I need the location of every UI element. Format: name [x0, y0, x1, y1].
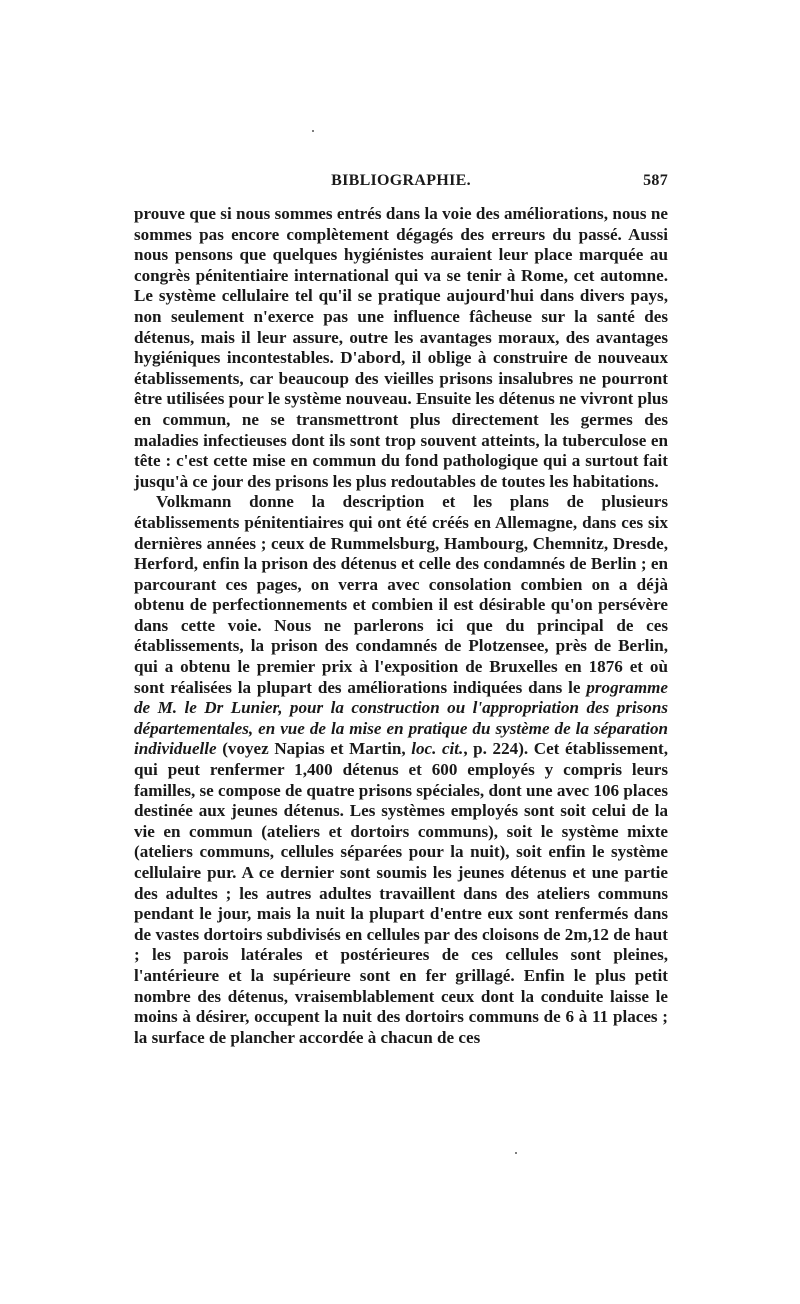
paragraph-continuation: prouve que si nous sommes entrés dans la voie des améliorations, nous ne sommes pas encore complètement dégagés des erreurs du passé. Aussi nous pensons que quelques hygiénistes auraient leur place marquée au congrès pénitentiaire international qui va se tenir à Rome, cet automne. Le système cellulaire tel qu'il se pratique aujourd'hui dans divers pays, non seulement n'exerce pas une influence fâcheuse sur la santé des détenus, mais il leur assure, outre les avantages moraux, des avantages hygiéniques incontestables. D'abord, il oblige à construire de nouveaux établissements, car beaucoup des vieilles prisons insalubres ne pourront être utilisées pour le système nouveau. Ensuite les détenus ne vivront plus en commun, ne se transmettront plus directement les germes des maladies infectieuses dont ils sont trop souvent atteints, la tuberculose en tête : c'est cette mise en commun du fond pathologique qui a surtout fait jusqu'à ce jour des prisons les plus redoutables de toutes les habitations.: [134, 204, 668, 491]
page-speck: [312, 130, 314, 132]
running-header: [134, 168, 668, 196]
italic-reference-programme: programme de M. le Dr Lunier, pour la construction ou l'appropriation des prisons départementales, en vue de la mise en pratique du système de la séparation individuelle: [134, 677, 668, 759]
page-speck: [515, 1152, 517, 1154]
paragraph-text: (voyez Napias et Martin,: [216, 739, 412, 759]
paragraph-text: Volkmann donne la description et les plans de plusieurs établissements pénitentiaires qui ont été créés en Allemagne, dans ces six dernières années ; ceux de Rummelsburg, Hambourg, Chemnitz, Dresde, Herford, enfin la prison des détenus et celle des condamnés de Berlin ; en parcourant ces pages, on verra avec consolation combien on a déjà obtenu de perfectionnements et combien il est désirable qu'on persévère dans cette voie. Nous ne parlerons ici que du principal de ces établissements, la prison des condamnés de Plotzensee, près de Berlin, qui a obtenu le premier prix à l'exposition de Bruxelles en 1876 et où sont réalisées la plupart des améliorations indiquées dans le: [134, 492, 668, 697]
body-text: [134, 204, 668, 1048]
book-page: [134, 168, 668, 1048]
italic-reference-loc-cit: loc. cit.: [411, 739, 464, 759]
running-title: BIBLIOGRAPHIE.: [331, 172, 471, 189]
page-number: 587: [643, 172, 668, 189]
paragraph-text: , p. 224). Cet établissement, qui peut renfermer 1,400 détenus et 600 employés y compris leurs familles, se compose de quatre prisons spéciales, dont une avec 106 places destinée aux jeunes détenus. Les systèmes employés sont soit celui de la vie en commun (ateliers et dortoirs communs), soit le système mixte (ateliers communs, cellules séparées pour la nuit), soit enfin le système cellulaire pur. A ce dernier sont soumis les jeunes détenus et une partie des adultes ; les autres adultes travaillent dans des ateliers communs pendant le jour, mais la nuit la plupart d'entre eux sont renfermés dans de vastes dortoirs subdivisés en cellules par des cloisons de 2m,12 de haut ; les parois latérales et postérieures de ces cellules sont pleines, l'antérieure et la supérieure sont en fer grillagé. Enfin le plus petit nombre des détenus, vraisemblablement ceux dont la conduite laisse le moins à désirer, occupent la nuit des dortoirs communs de 6 à 11 places ; la surface de plancher accordée à chacun de ces: [134, 739, 668, 1047]
paragraph-volkmann: [134, 492, 668, 1048]
